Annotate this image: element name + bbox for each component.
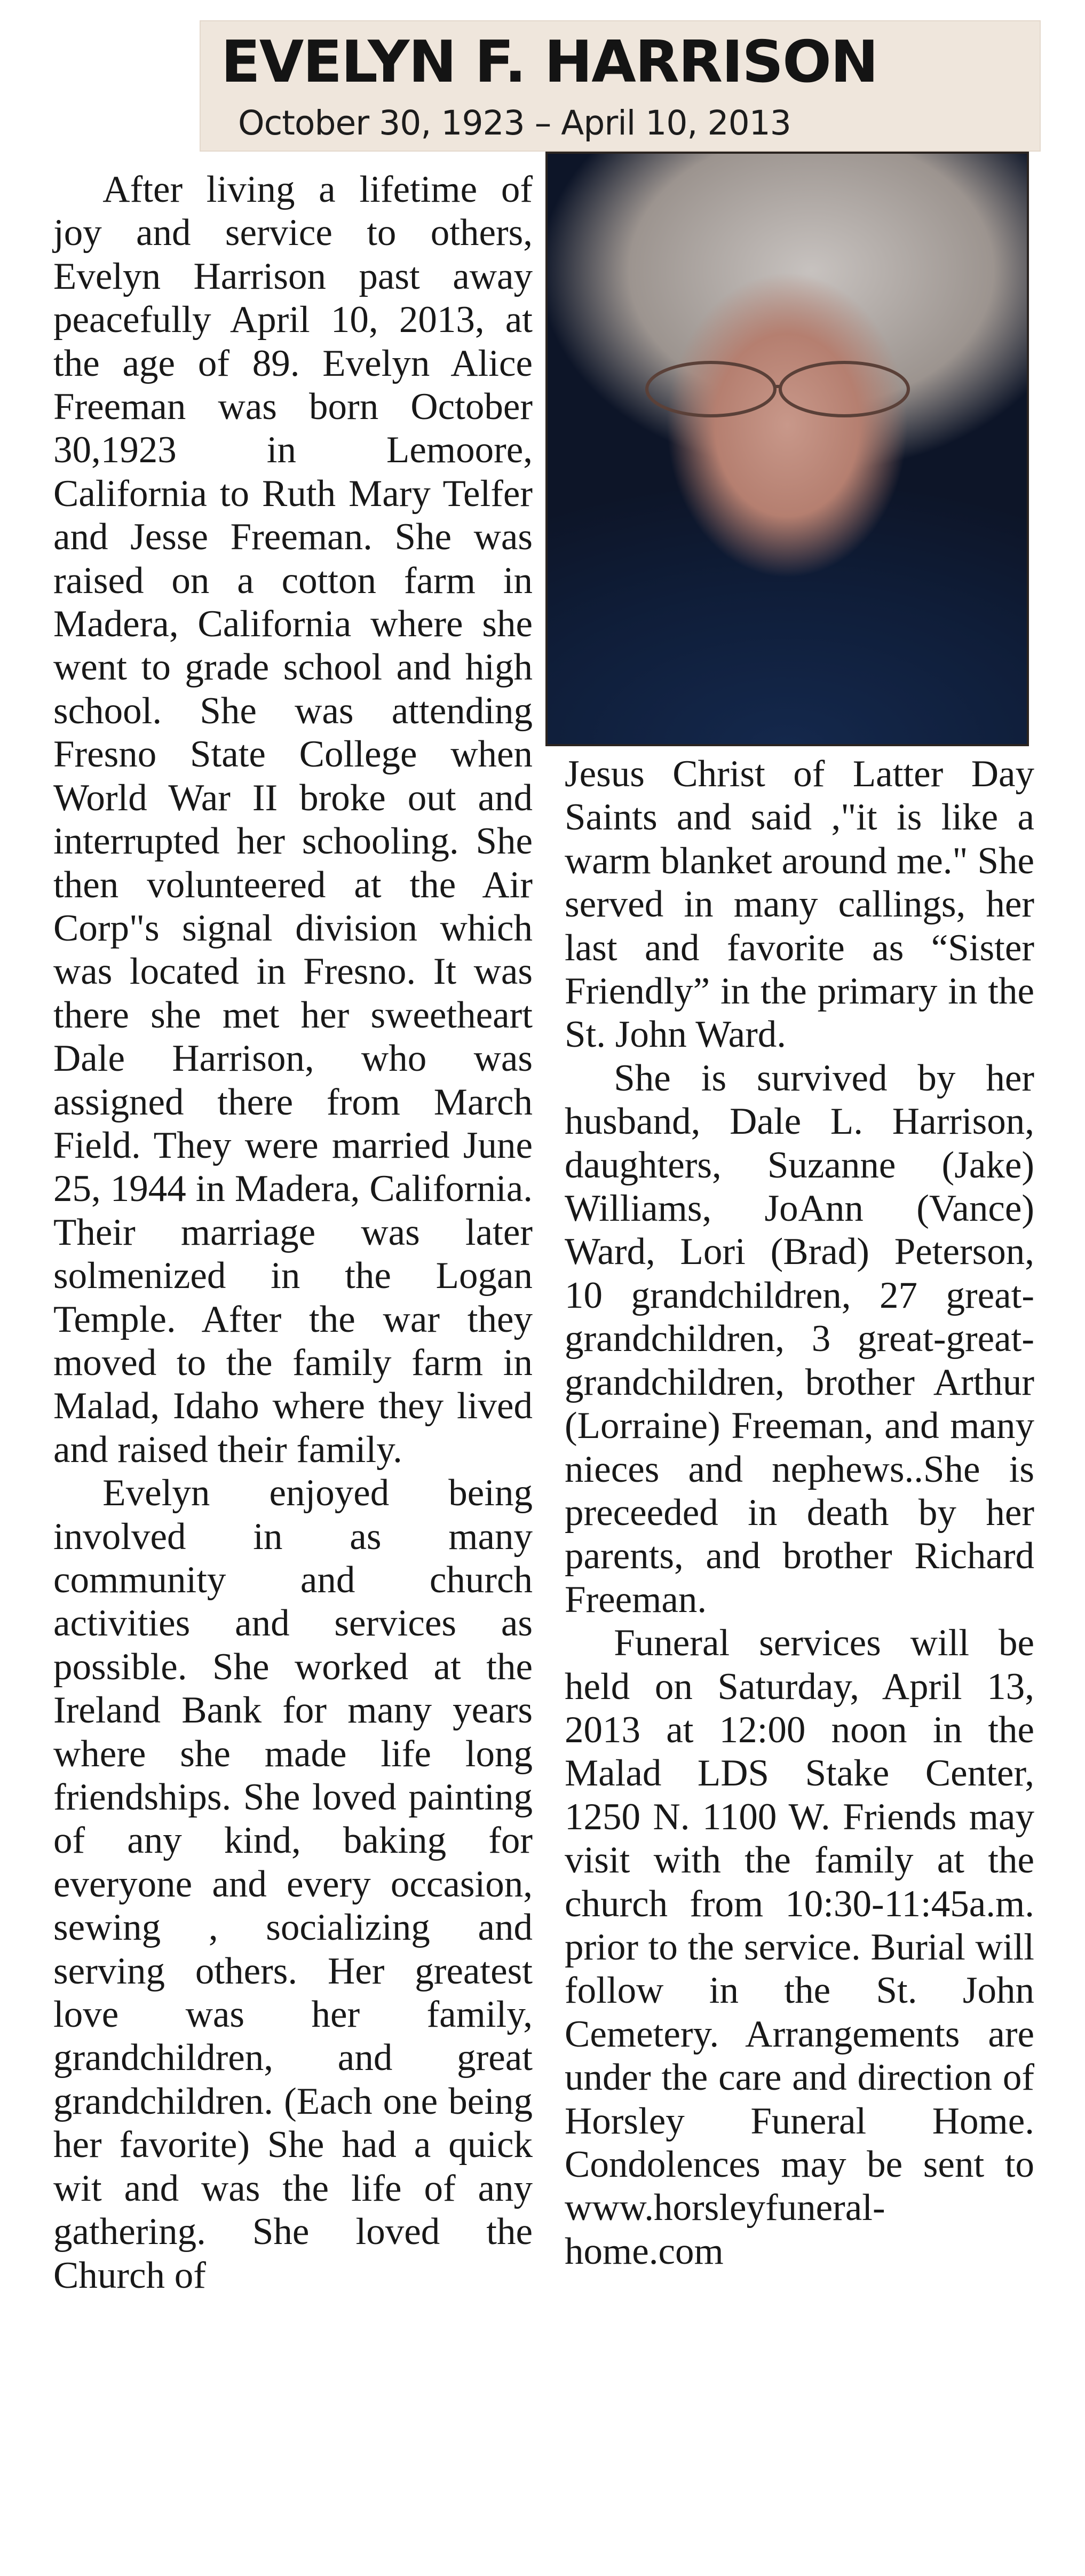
right-column bbox=[565, 753, 1034, 2273]
obituary-header bbox=[200, 20, 1041, 152]
life-dates: October 30, 1923 – April 10, 2013 bbox=[238, 104, 791, 143]
deceased-name: EVELYN F. HARRISON bbox=[221, 29, 878, 96]
left-column bbox=[53, 168, 533, 2297]
paragraph-life-story: After living a lifetime of joy and service to others, Evelyn Harrison past away peacefully April 10, 2013, at the age of 89. Evelyn Alice Freeman was born October 30,1923 in Lemoore, California to Ruth Mary Telfer and Jesse Freeman. She was raised on a cotton farm in Madera, California where she went to grade school and high school. She was attending Fresno State College when World War II broke out and interrupted her schooling. She then volunteered at the Air Corp"s signal division which was located in Fresno. It was there she met her sweetheart Dale Harrison, who was assigned there from March Field. They were married June 25, 1944 in Madera, California. Their marriage was later solmenized in the Logan Temple. After the war they moved to the family farm in Malad, Idaho where they lived and raised their family. bbox=[53, 169, 533, 1471]
paragraph-activities-continued: Jesus Christ of Latter Day Saints and said ,"it is like a warm blanket around me." She served in many callings, her last and favorite as “Sister Friendly” in the primary in the St. John Ward. bbox=[565, 753, 1034, 1056]
paragraph-survivors: She is survived by her husband, Dale L. Harrison, daughters, Suzanne (Jake) Williams, JoAnn (Vance) Ward, Lori (Brad) Peterson, 10 grandchildren, 27 great-grandchildren, 3 great-great-grandchildren, brother Arthur (Lorraine) Freeman, and many nieces and nephews..She is preceeded in death by her parents, and brother Richard Freeman. bbox=[565, 1057, 1034, 1621]
eyeglasses-icon bbox=[625, 349, 935, 429]
paragraph-funeral-services: Funeral services will be held on Saturday, April 13, 2013 at 12:00 noon in the Malad LDS Stake Center, 1250 N. 1100 W. Friends may visit with the family at the church from 10:30-11:45a.m. prior to the service. Burial will follow in the St. John Cemetery. Arrangements are under the care and direction of Horsley Funeral Home. Condolences may be sent to www.horsleyfuneral-home.com bbox=[565, 1622, 1034, 2272]
paragraph-activities: Evelyn enjoyed being involved in as many community and church activities and services as possible. She worked at the Ireland Bank for many years where she made life long friendships. She loved painting of any kind, baking for everyone and every occasion, sewing , socializing and serving others. Her greatest love was her family, grandchildren, and great grandchildren. (Each one being her favorite) She had a quick wit and was the life of any gathering. She loved the Church of bbox=[53, 1472, 533, 2296]
portrait-photo bbox=[545, 152, 1029, 746]
